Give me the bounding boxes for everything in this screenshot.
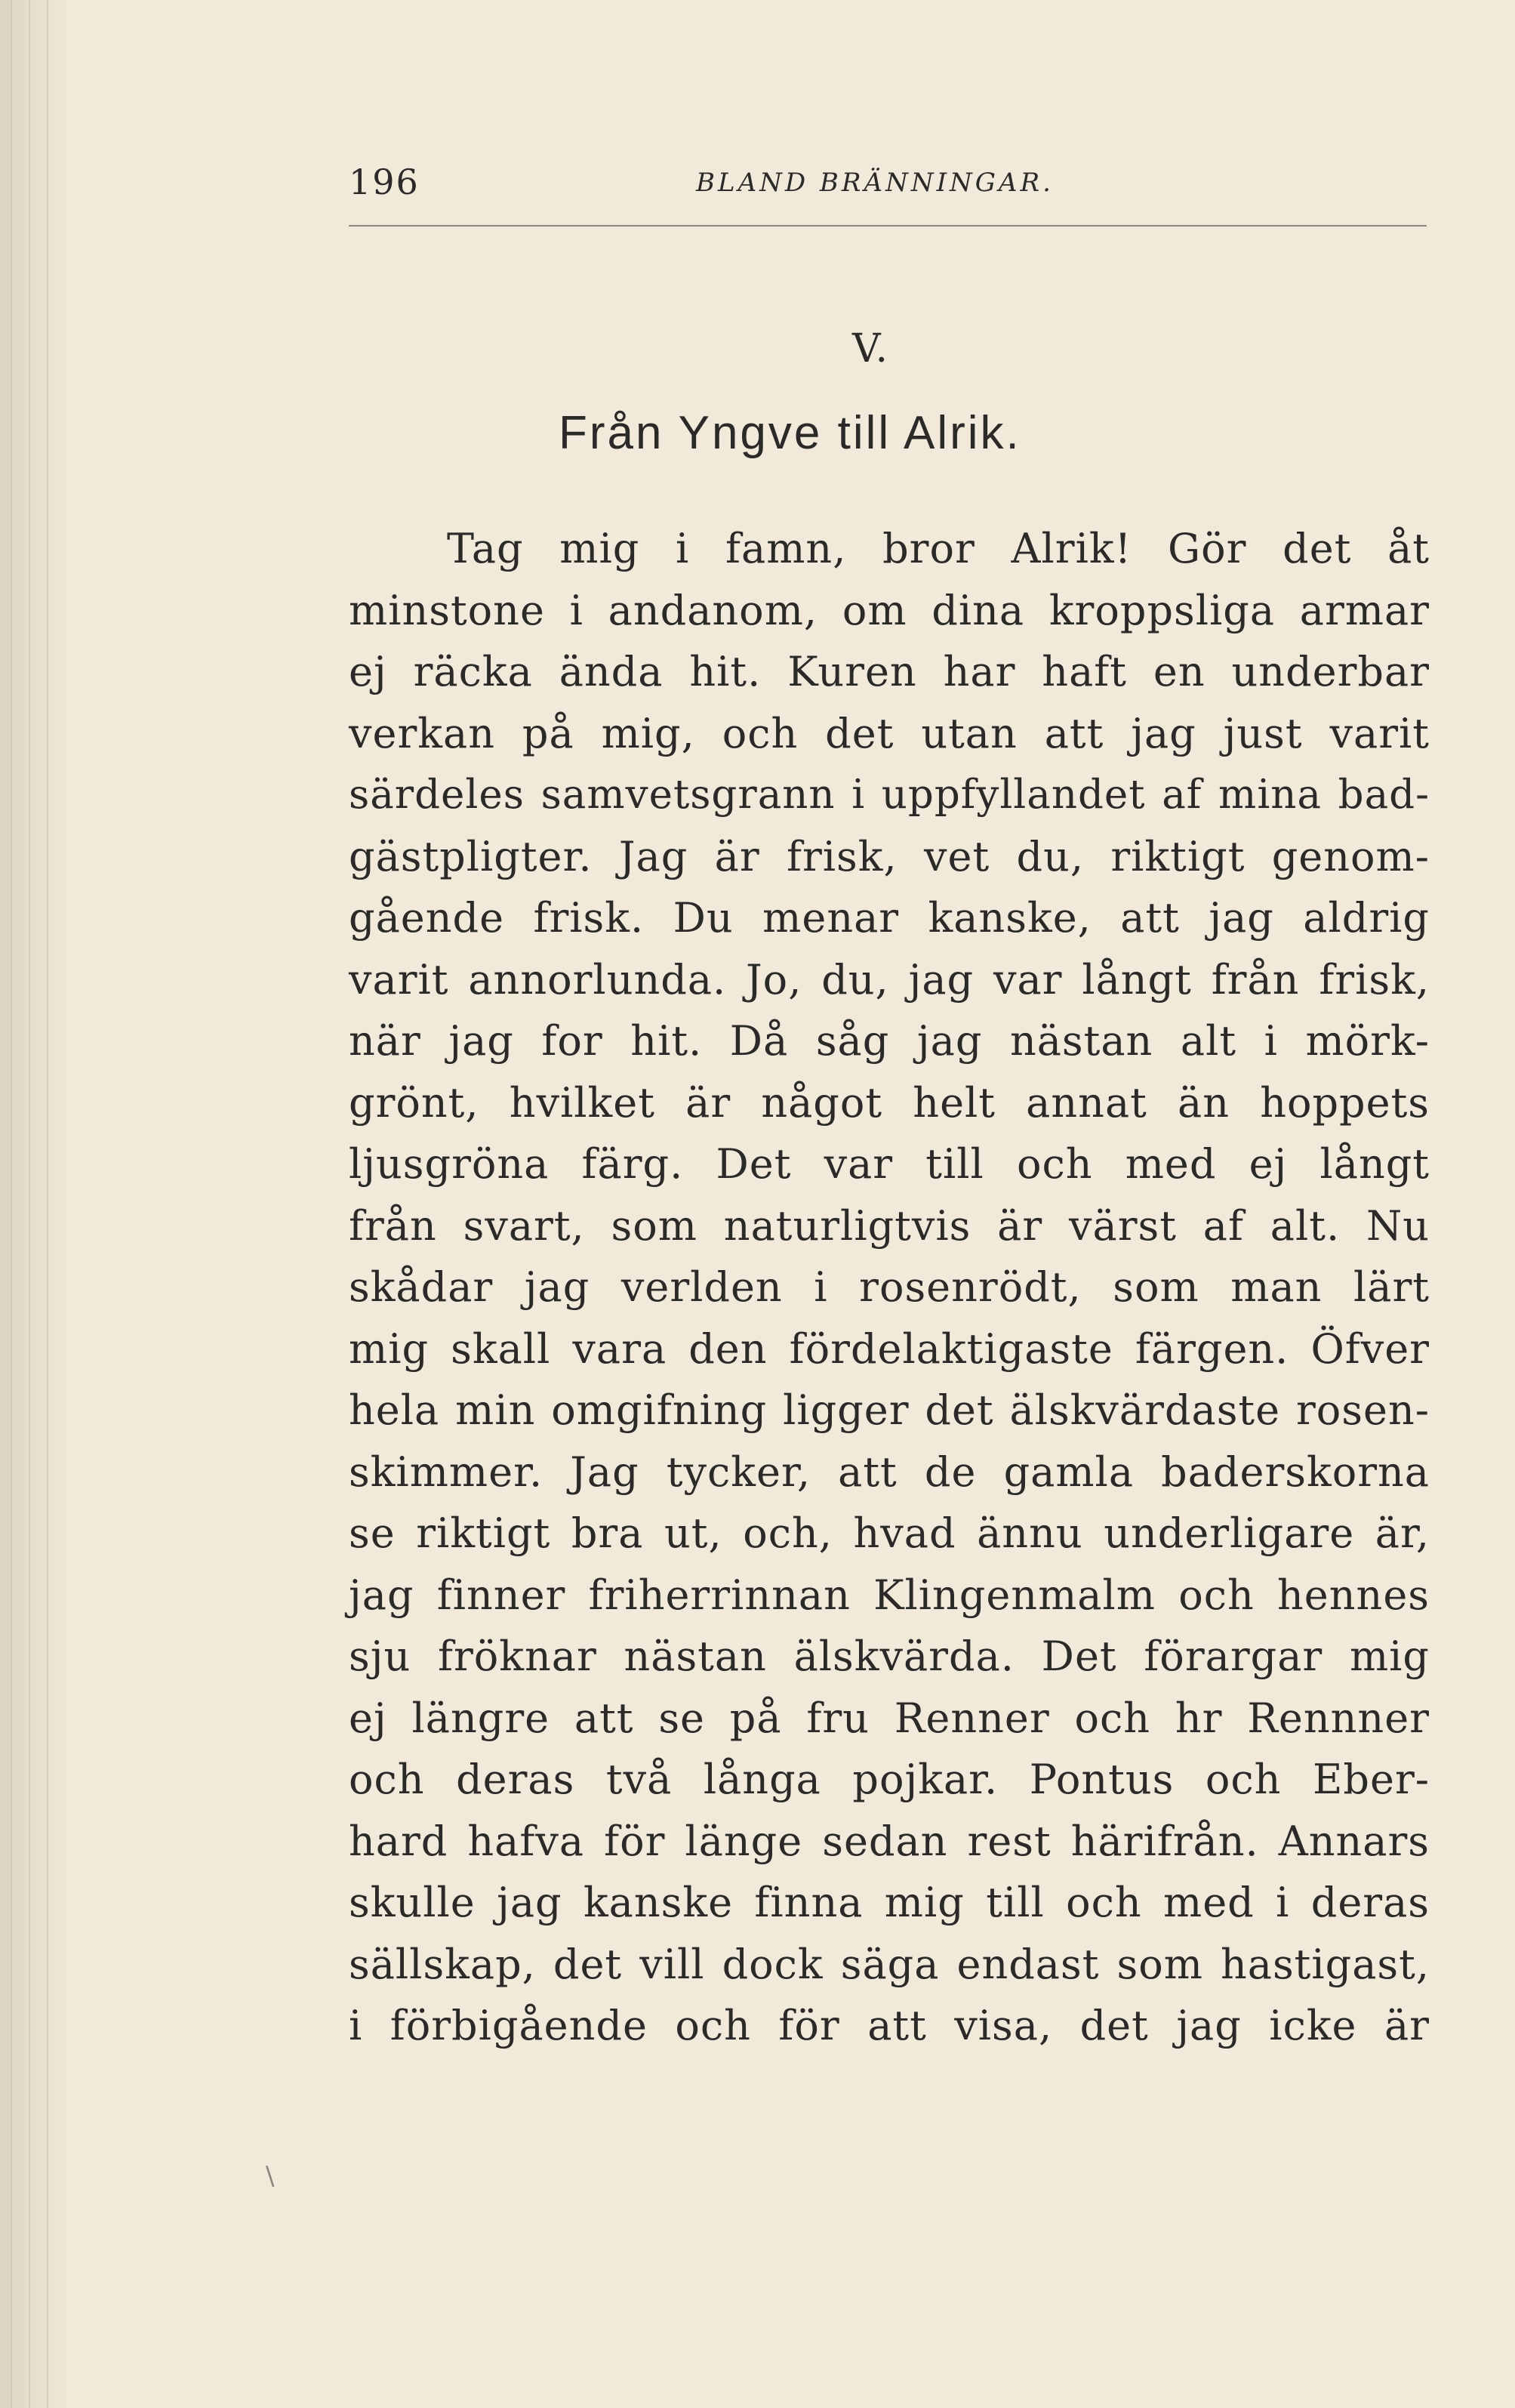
running-title: BLAND BRÄNNINGAR.: [696, 168, 1054, 198]
text-line: skimmer. Jag tycker, att de gamla baderskorna: [349, 1448, 1430, 1496]
text-line: se riktigt bra ut, och, hvad ännu underligare är,: [349, 1509, 1430, 1557]
text-line: ej längre att se på fru Renner och hr Rennner: [349, 1694, 1430, 1742]
text-line: skulle jag kanske finna mig till och med i deras: [349, 1879, 1430, 1926]
running-header: [349, 162, 1427, 222]
stray-pencil-mark: \: [266, 2161, 275, 2191]
page-number: 196: [349, 162, 420, 202]
text-line: minstone i andanom, om dina kroppsliga armar: [349, 586, 1430, 634]
text-line: gästpligter. Jag är frisk, vet du, riktigt genom-: [349, 832, 1430, 880]
text-line: från svart, som naturligtvis är värst af alt. Nu: [349, 1201, 1430, 1250]
text-line: hard hafva för länge sedan rest härifrån. Annars: [349, 1817, 1430, 1865]
text-line: varit annorlunda. Jo, du, jag var långt från frisk,: [349, 955, 1430, 1004]
text-line: hela min omgifning ligger det älskvärdaste rosen-: [349, 1386, 1430, 1434]
text-line: ljusgröna färg. Det var till och med ej långt: [349, 1140, 1430, 1188]
text-line: och deras två långa pojkar. Pontus och Eber-: [349, 1756, 1430, 1803]
chapter-number: V.: [852, 326, 889, 372]
text-line: Tag mig i famn, bror Alrik! Gör det åt: [447, 525, 1430, 572]
text-line: gående frisk. Du menar kanske, att jag aldrig: [349, 894, 1430, 942]
text-line: särdeles samvetsgrann i uppfyllandet af mina bad-: [349, 772, 1430, 818]
text-line: skådar jag verlden i rosenrödt, som man lärt: [349, 1263, 1430, 1311]
text-line: ej räcka ända hit. Kuren har haft en underbar: [349, 648, 1430, 695]
text-line: sällskap, det vill dock säga endast som hastigast,: [349, 1940, 1430, 1988]
chapter-title: Från Yngve till Alrik.: [559, 407, 1021, 459]
text-line: grönt, hvilket är något helt annat än hoppets: [349, 1078, 1430, 1127]
text-line: jag finner friherrinnan Klingenmalm och hennes: [349, 1571, 1430, 1619]
text-line: när jag for hit. Då såg jag nästan alt i mörk-: [349, 1017, 1430, 1065]
text-line: sju fröknar nästan älskvärda. Det förargar mig: [349, 1633, 1430, 1680]
header-rule: [349, 225, 1427, 227]
text-line: verkan på mig, och det utan att jag just varit: [349, 709, 1430, 757]
text-line: mig skall vara den fördelaktigaste färgen. Öfver: [349, 1324, 1430, 1373]
body-text: [349, 518, 1430, 2057]
text-line: i förbigående och för att visa, det jag icke är: [349, 2002, 1430, 2049]
